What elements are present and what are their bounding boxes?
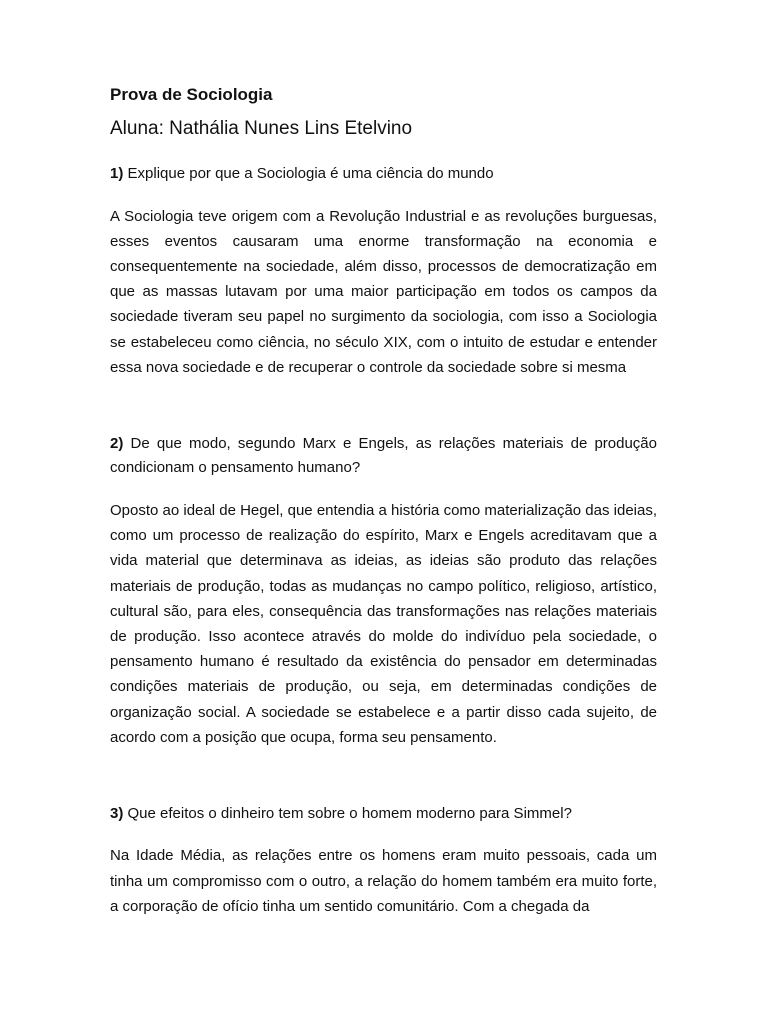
question-2 (110, 432, 657, 481)
question-3 (110, 802, 657, 827)
document-page (110, 84, 657, 919)
answer-2: Oposto ao ideal de Hegel, que entendia a história como materialização das ideias, como um processo de realização do espírito, Marx e Engels acreditavam que a vida material que determinava as ideias, as ideias são produto das relações materiais de produção, todas as mudanças no campo político, religioso, artístico, cultural são, para eles, consequência das transformações nas relações materiais de produção. Isso acontece através do molde do indivíduo pela sociedade, o pensamento humano é resultado da existência do pensador em determinadas condições materiais de produção, ou seja, em determinadas condições de organização social. A sociedade se estabelece e a partir disso cada sujeito, de acordo com a posição que ocupa, forma seu pensamento. (110, 501, 658, 746)
question-1 (110, 162, 657, 187)
section-spacer (110, 380, 657, 432)
question-number: 3) (110, 804, 124, 822)
question-text: De que modo, segundo Marx e Engels, as relações materiais de produção condicionam o pensamento humano? (110, 434, 657, 477)
document-title: Prova de Sociologia (110, 85, 273, 104)
answer-1: A Sociologia teve origem com a Revolução Industrial e as revoluções burguesas, esses eventos causaram uma enorme transformação na economia e consequentemente na sociedade, além disso, processos de democratização em que as massas lutavam por uma maior participação em todos os campos da sociedade tiveram seu papel no surgimento da sociologia, com isso a Sociologia se estabeleceu como ciência, no século XIX, com o intuito de estudar e entender essa nova sociedade e de recuperar o controle da sociedade sobre si mesma (110, 207, 657, 376)
question-text: Explique por que a Sociologia é uma ciência do mundo (127, 165, 494, 182)
answer-3: Na Idade Média, as relações entre os homens eram muito pessoais, cada um tinha um compromisso com o outro, a relação do homem também era muito forte, a corporação de ofício tinha um sentido comunitário. Com a chegada da (110, 847, 657, 915)
question-text: Que efeitos o dinheiro tem sobre o homem moderno para Simmel? (127, 804, 572, 822)
student-name: Aluna: Nathália Nunes Lins Etelvino (110, 118, 413, 139)
question-number: 2) (110, 434, 124, 452)
question-number: 1) (110, 165, 124, 182)
section-spacer (110, 750, 657, 802)
